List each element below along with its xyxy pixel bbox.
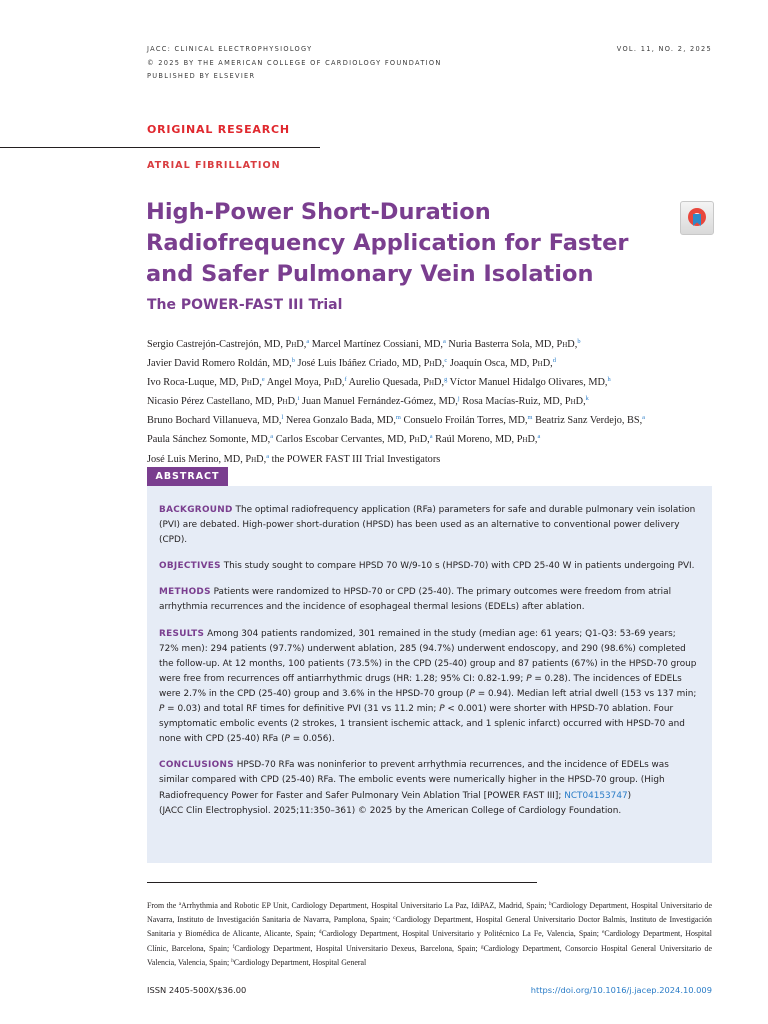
p-value-symbol: P (284, 734, 290, 745)
p-value-symbol: P (159, 704, 165, 715)
affiliation-marker: l (281, 414, 284, 422)
affiliation-marker: g (444, 376, 448, 384)
author-name: Beatriz Sanz Verdejo, BS,$^a$ (535, 414, 645, 427)
section-divider (0, 147, 320, 148)
abstract-background (159, 503, 697, 548)
results-text-3: = 0.94). Median left atrial dwell (153 vs 137 min; (474, 688, 697, 699)
background-text: The optimal radiofrequency application (RFa) parameters for safe and durable pulmonary vein isolation (PVI) are debated. High-power short-duration (HPSD) has been used as an alternative to conventional power delivery (CPD). (159, 505, 696, 546)
affiliation-d: Cardiology Department, Hospital Universitario y Politécnico La Fe, Valencia, Spain; (321, 929, 603, 939)
affiliation-marker: g (481, 943, 484, 950)
p-value-symbol: P (439, 704, 445, 715)
author-name: Rosa Macías-Ruiz, MD, PhD,$^k$ (462, 395, 589, 408)
affiliations (147, 898, 712, 969)
conclusions-text-end: ) (627, 790, 632, 801)
abstract-objectives (159, 559, 697, 574)
affiliation-marker: a (306, 338, 310, 345)
affiliation-b: Cardiology Department, Hospital Universitario de Navarra, Instituto de Investigación Sanitaria de Navarra, Pamplona, Spain; (147, 901, 712, 925)
author-name: Aurelio Quesada, PhD,$^g$ (348, 376, 448, 389)
affiliation-marker: f (344, 376, 347, 384)
abstract-content (159, 503, 697, 830)
affiliation-marker: e (261, 376, 265, 384)
results-text-1: Among 304 patients randomized, 301 remained in the study (median age: 61 years; Q1-Q3: 53-69 years; 72% men): 294 patients (97.7%) underwent ablation, 285 (94.7%) underwent endoscopy, and 290 (98.6%) completed the follow-up. At 12 months, 100 patients (73.5%) in the CPD (25-40) group and 87 patients (67%) in the HPSD-70 group were free from recurrences off antiarrhythmic drugs (HR: 1.28; 95% CI: 0.82-1.99; (159, 628, 697, 684)
article-subtitle: The POWER-FAST III Trial (147, 297, 343, 313)
abstract-results (159, 627, 697, 748)
footnote-divider (147, 882, 537, 883)
results-text-6: = 0.056). (289, 734, 335, 745)
article-title: High-Power Short-Duration Radiofrequency Application for Faster and Safer Pulmonary Vein Isolation (146, 199, 629, 287)
abstract-conclusions (159, 758, 697, 818)
author-name: José Luis Ibáñez Criado, MD, PhD,$^c$ (297, 357, 448, 370)
affiliation-marker: d (318, 929, 322, 936)
affiliation-marker: m (527, 414, 533, 422)
publisher-line: PUBLISHED BY ELSEVIER (147, 72, 256, 80)
author-name: Juan Manuel Fernández-Gómez, MD,$^j$ (301, 395, 460, 408)
affiliation-marker: e (602, 929, 605, 936)
affiliation-marker: f (232, 943, 235, 950)
results-text-4: = 0.03) and total RF times for definitive PVI (31 vs 11.2 min; (164, 704, 440, 715)
results-heading: RESULTS (159, 628, 205, 639)
author-name: Marcel Martínez Cossiani, MD,$^a$ (311, 338, 446, 350)
results-text-5: < 0.001) were shorter with HPSD-70 ablation. Four symptomatic embolic events (2 strokes, 1 transient ischemic attack, and 1 splenic infarct) occurred with HPSD-70 and none with CPD (25-40) RFa ( (159, 704, 685, 745)
journal-name: JACC: CLINICAL ELECTROPHYSIOLOGY (147, 45, 313, 53)
affiliation-marker: a (270, 433, 274, 441)
author-name: Joaquín Osca, MD, PhD,$^d$ (449, 357, 556, 370)
author-line (147, 429, 727, 448)
affiliation-marker: a (429, 433, 433, 441)
author-name: Carlos Escobar Cervantes, MD, PhD,$^a$ (275, 433, 433, 446)
affiliation-marker: b (548, 901, 552, 907)
affiliation-marker: a (266, 452, 270, 460)
affiliation-marker: c (393, 915, 396, 922)
author-name: the POWER FAST III Trial Investigators (271, 453, 441, 465)
author-line (147, 334, 727, 353)
affiliation-c: Cardiology Department, Hospital General Universitario Doctor Balmis, Instituto de Investigación Sanitaria y Biomédica de Alicante, Alicante, Spain; (147, 915, 712, 939)
affiliation-marker: c (444, 357, 448, 365)
author-name: Ivo Roca-Luque, MD, PhD,$^e$ (147, 376, 265, 389)
affiliation-marker: m (395, 414, 401, 422)
background-heading: BACKGROUND (159, 505, 233, 515)
affiliation-marker: h (607, 376, 611, 384)
affiliation-marker: a (443, 338, 446, 345)
author-line (147, 449, 727, 468)
author-degree: PhD (245, 453, 264, 465)
topic-label: ATRIAL FIBRILLATION (147, 160, 281, 171)
objectives-heading: OBJECTIVES (159, 561, 221, 572)
author-degree: PhD (285, 339, 304, 350)
author-degree: PhD (531, 358, 551, 370)
author-degree: PhD (556, 339, 575, 350)
author-degree: PhD (323, 377, 342, 389)
author-line (147, 372, 727, 391)
author-name: Raúl Moreno, MD, PhD,$^a$ (435, 433, 541, 446)
affiliation-f: Cardiology Department, Hospital Universitario Dexeus, Barcelona, Spain; (234, 943, 482, 953)
author-name: Paula Sánchez Somonte, MD,$^a$ (147, 433, 274, 446)
running-header (147, 43, 442, 84)
trial-registration-link[interactable]: NCT04153747 (564, 790, 628, 801)
author-line (147, 410, 727, 429)
copyright-line: © 2025 BY THE AMERICAN COLLEGE OF CARDIOLOGY FOUNDATION (147, 58, 442, 67)
author-name: Nerea Gonzalo Bada, MD,$^m$ (285, 414, 401, 427)
affiliation-marker: i (297, 395, 300, 403)
author-name: Nicasio Pérez Castellano, MD, PhD,$^i$ (147, 395, 300, 408)
affiliation-marker: h (231, 957, 234, 964)
abstract-label: ABSTRACT (147, 467, 228, 486)
affiliation-marker: k (585, 395, 589, 403)
doi-link[interactable]: https://doi.org/10.1016/j.jacep.2024.10.009 (530, 985, 712, 995)
abstract-methods (159, 585, 697, 615)
affiliation-marker: d (552, 357, 556, 365)
citation-line: (JACC Clin Electrophysiol. 2025;11:350–361) © 2025 by the American College of Cardiology Foundation. (159, 805, 622, 816)
affiliation-from: From the (147, 901, 179, 910)
affiliation-marker: a (178, 901, 182, 907)
affiliation-marker: a (537, 433, 541, 441)
affiliation-g: Cardiology Department, Consorcio Hospital General Universitario de Valencia, Valencia, Spain; (147, 943, 712, 967)
affiliation-marker: a (642, 414, 645, 422)
author-name: Sergio Castrejón-Castrejón, MD, PhD,$^a$ (147, 338, 310, 350)
issn-price: ISSN 2405-500X/$36.00 (147, 985, 247, 995)
author-name: Consuelo Froilán Torres, MD,$^m$ (403, 414, 533, 427)
conclusions-heading: CONCLUSIONS (159, 760, 234, 771)
author-name: Nuria Basterra Sola, MD, PhD,$^b$ (448, 338, 581, 350)
affiliation-marker: b (577, 338, 581, 345)
affiliation-marker: j (457, 395, 460, 403)
author-degree: PhD (276, 396, 296, 408)
author-name: José Luis Merino, MD, PhD,$^a$ (147, 452, 270, 465)
affiliation-a: Arrhythmia and Robotic EP Unit, Cardiology Department, Hospital Universitario La Paz, IdiPAZ, Madrid, Spain; (181, 901, 549, 910)
p-value-symbol: P (469, 688, 475, 699)
affiliation-e: Cardiology Department, Hospital Clínic, Barcelona, Spain; (147, 929, 713, 953)
author-degree: PhD (408, 434, 428, 446)
conclusions-text: HPSD-70 RFa was noninferior to prevent arrhythmia recurrences, and the incidence of EDELs was similar compared with CPD (25-40) RFa. The embolic events were numerically higher in the HPSD-70 group. (High Radiofrequency Power for Faster and Safer Pulmonary Vein Ablation Trial [POWER FAST III]; (159, 760, 669, 801)
author-line (147, 353, 727, 372)
author-name: Bruno Bochard Villanueva, MD,$^l$ (147, 414, 284, 427)
volume-info: VOL. 11, NO. 2, 2025 (616, 45, 712, 53)
methods-heading: METHODS (159, 587, 211, 598)
author-degree: PhD (241, 377, 260, 389)
objectives-text: This study sought to compare HPSD 70 W/9-10 s (HPSD-70) with CPD 25-40 W in patients undergoing PVI. (223, 561, 695, 572)
author-degree: PhD (423, 358, 442, 370)
crossmark-update-icon[interactable] (680, 201, 714, 235)
author-degree: PhD (516, 434, 535, 446)
author-list (147, 334, 727, 468)
author-name: Javier David Romero Roldán, MD,$^b$ (147, 357, 295, 370)
author-name: Angel Moya, PhD,$^f$ (266, 376, 347, 389)
author-degree: PhD (564, 396, 584, 408)
article-type-label: ORIGINAL RESEARCH (147, 123, 290, 136)
author-degree: PhD (423, 377, 442, 389)
author-name: Víctor Manuel Hidalgo Olivares, MD,$^h$ (449, 376, 611, 389)
affiliation-marker: b (291, 357, 295, 365)
p-value-symbol: P (526, 673, 532, 684)
affiliation-h: Cardiology Department, Hospital General (233, 957, 367, 967)
results-text-2: = 0.28). The incidences of EDELs were 2.7% in the CPD (25-40) group and 3.6% in the HPSD-70 group ( (159, 673, 682, 699)
author-line (147, 391, 727, 410)
methods-text: Patients were randomized to HPSD-70 or CPD (25-40). The primary outcomes were freedom from atrial arrhythmia recurrences and the incidence of esophageal thermal lesions (EDELs) after ablation. (159, 587, 672, 613)
